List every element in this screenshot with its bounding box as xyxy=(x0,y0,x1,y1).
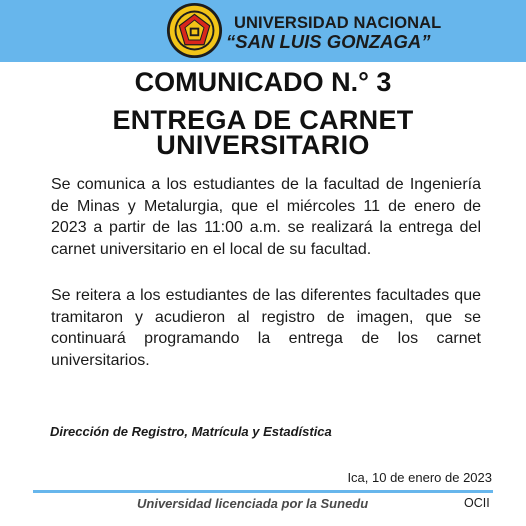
footer-office-code: OCII xyxy=(464,496,490,510)
issue-date: Ica, 10 de enero de 2023 xyxy=(347,470,492,485)
header-bar xyxy=(0,0,526,62)
signature-office: Dirección de Registro, Matrícula y Estadística xyxy=(50,424,332,439)
body-paragraph-2: Se reitera a los estudiantes de las diferentes facultades que tramitaron y acudieron al registro de imagen, que se continuará programando la entrega de los carnet universitarios. xyxy=(51,287,481,369)
university-name: UNIVERSIDAD NACIONAL xyxy=(234,14,442,32)
communique-number: COMUNICADO N.° 3 xyxy=(134,67,392,97)
footer-licensing-text: Universidad licenciada por la Sunedu xyxy=(137,496,369,511)
communique-title-line1: ENTREGA DE CARNET xyxy=(112,105,414,135)
university-subtitle: “SAN LUIS GONZAGA” xyxy=(226,31,431,52)
footer-divider xyxy=(33,490,493,493)
university-seal-icon xyxy=(166,2,223,59)
body-paragraph-1: Se comunica a los estudiantes de la facultad de Ingeniería de Minas y Metalurgia, que el miércoles 11 de enero de 2023 a partir de las 11:00 a.m. se realizará la entrega del carnet universitario en el local de su facultad. xyxy=(51,176,481,258)
communique-title-line2: UNIVERSITARIO xyxy=(156,130,370,160)
